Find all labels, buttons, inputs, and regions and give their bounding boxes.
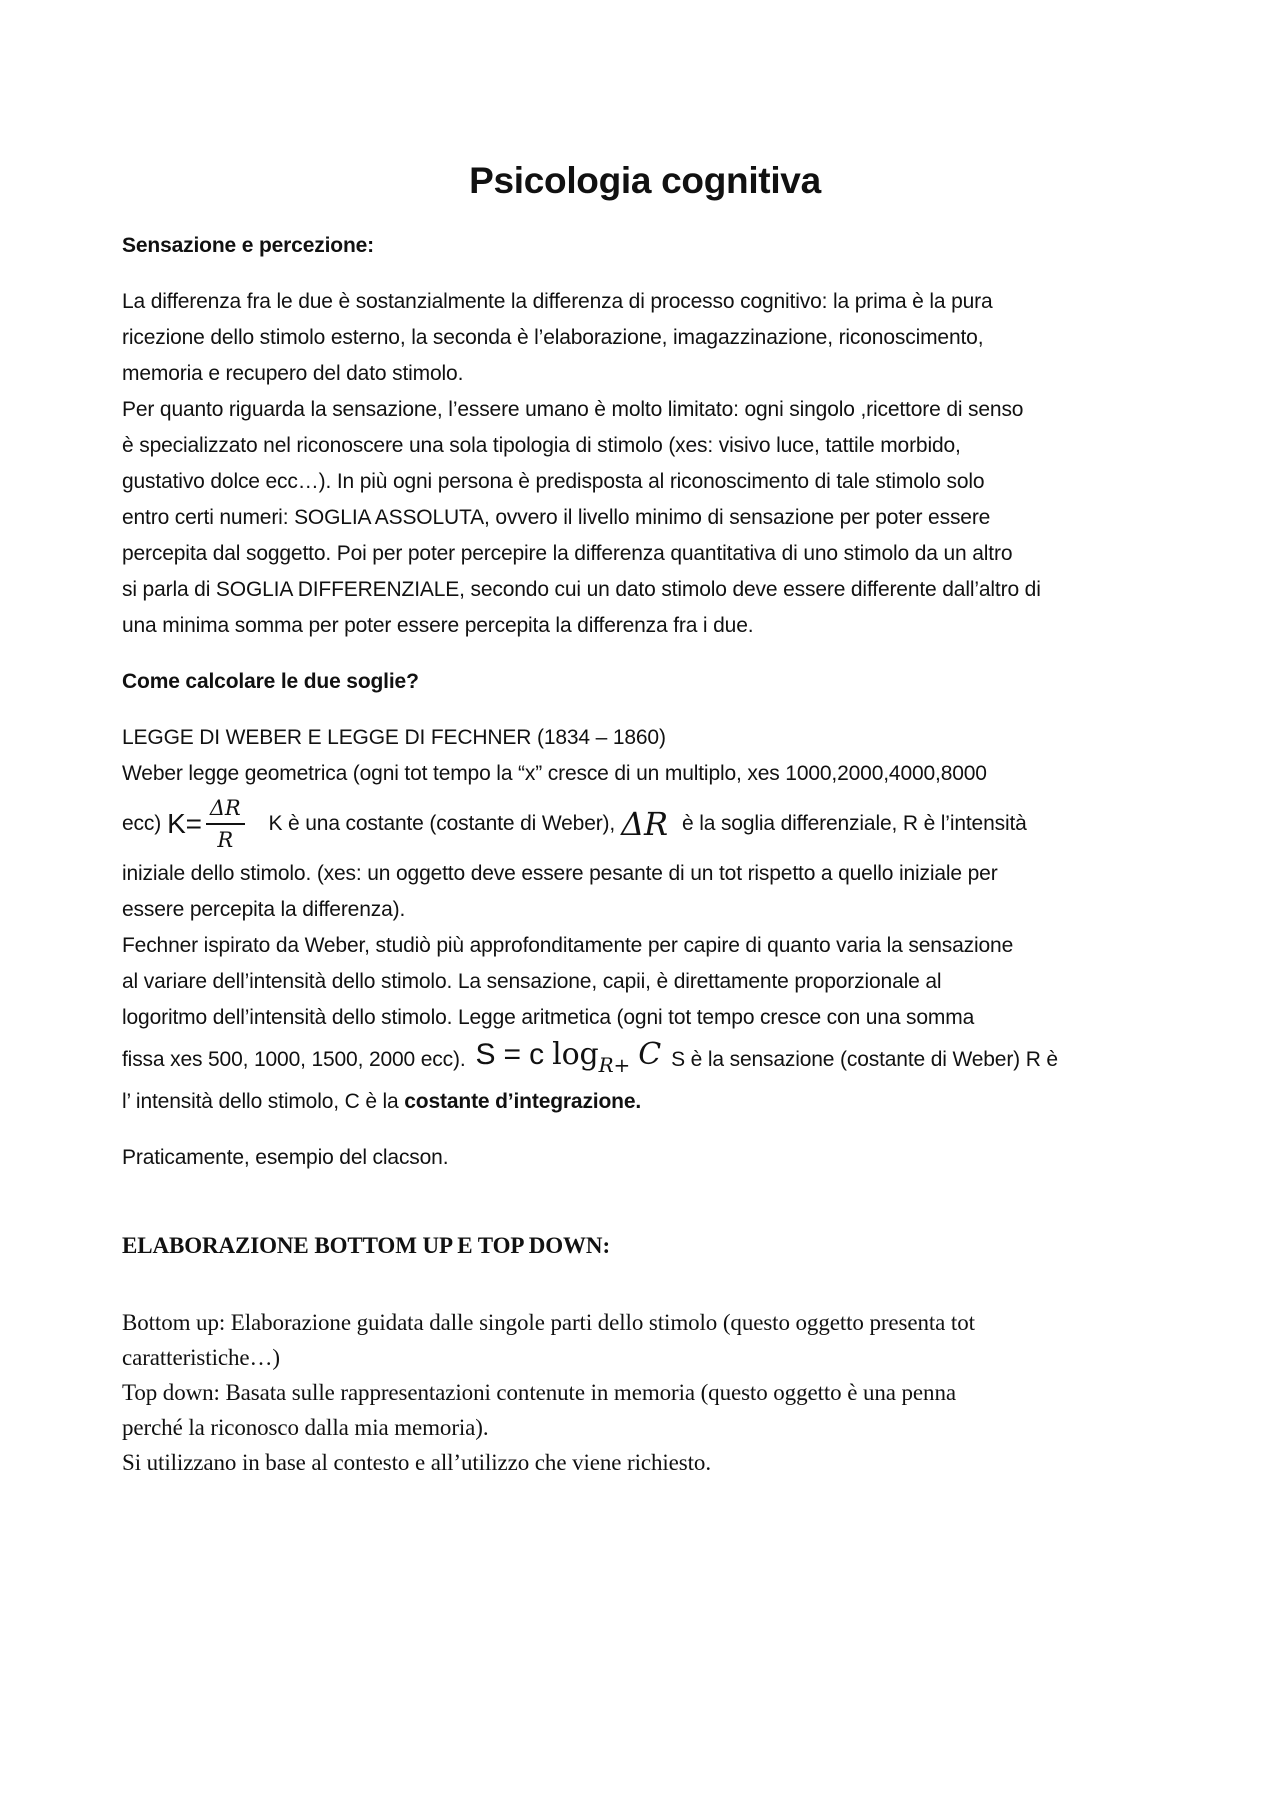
weber-k-equals: K=	[167, 808, 202, 839]
laws-title-line: LEGGE DI WEBER E LEGGE DI FECHNER (1834 – 1860)	[122, 726, 666, 749]
section-heading-sensazione: Sensazione e percezione:	[122, 234, 374, 257]
practical-example: Praticamente, esempio del clacson.	[122, 1146, 449, 1169]
text-line: iniziale dello stimolo. (xes: un oggetto deve essere pesante di un tot rispetto a quello iniziale per	[122, 862, 998, 885]
weber-fraction	[206, 795, 245, 853]
fechner-s-equals: S = c	[475, 1038, 544, 1071]
text-line: è specializzato nel riconoscere una sola tipologia di stimolo (xes: visivo luce, tattile morbido,	[122, 434, 961, 457]
text-line: La differenza fra le due è sostanzialmente la differenza di processo cognitivo: la prima è la pura	[122, 290, 993, 313]
text-line: si parla di SOGLIA DIFFERENZIALE, secondo cui un dato stimolo deve essere differente dall’altro di	[122, 578, 1041, 601]
paragraph-leggi	[122, 720, 1168, 1120]
page-title: Psicologia cognitiva	[469, 160, 821, 201]
text-line: una minima somma per poter essere percepita la differenza fra i due.	[122, 614, 754, 637]
weber-prefix: ecc)	[122, 812, 162, 835]
text-line: caratteristiche…)	[122, 1345, 280, 1370]
paragraph-sensazione	[122, 284, 1168, 644]
fechner-formula-line	[122, 1036, 1168, 1084]
text-line: Bottom up: Elaborazione guidata dalle singole parti dello stimolo (questo oggetto presenta tot	[122, 1310, 975, 1335]
fechner-formula-end-text: S è la sensazione (costante di Weber) R è	[671, 1048, 1058, 1071]
text-line: Top down: Basata sulle rappresentazioni contenute in memoria (questo oggetto è una penna	[122, 1380, 956, 1405]
delta-r-symbol: ΔR	[621, 805, 668, 843]
text-line: perché la riconosco dalla mia memoria).	[122, 1415, 489, 1440]
text-line: Per quanto riguarda la sensazione, l’essere umano è molto limitato: ogni singolo ,ricettore di senso	[122, 398, 1024, 421]
text-line: gustativo dolce ecc…). In più ogni persona è predisposta al riconoscimento di tale stimolo solo	[122, 470, 985, 493]
fechner-formula	[476, 1037, 662, 1083]
fraction-denominator: R	[217, 828, 233, 852]
text-line: memoria e recupero del dato stimolo.	[122, 362, 464, 385]
section-bottom-up-top-down	[122, 1228, 1168, 1480]
text-line: Si utilizzano in base al contesto e all’utilizzo che viene richiesto.	[122, 1450, 711, 1475]
document-content	[122, 150, 1168, 1480]
weber-formula-line	[122, 792, 1168, 856]
fechner-constant-c: C	[638, 1037, 662, 1072]
text-line: Fechner ispirato da Weber, studiò più approfonditamente per capire di quanto varia la sensazione	[122, 934, 1014, 957]
text-line: essere percepita la differenza).	[122, 898, 406, 921]
text-line: al variare dell’intensità dello stimolo. La sensazione, capii, è direttamente proporzionale al	[122, 970, 942, 993]
fechner-log: log	[552, 1037, 599, 1072]
text-line: logoritmo dell’intensità dello stimolo. Legge aritmetica (ogni tot tempo cresce con una somma	[122, 1006, 975, 1029]
fraction-numerator: ΔR	[206, 795, 245, 825]
weber-constant-text: K è una costante (costante di Weber),	[268, 812, 616, 835]
question-heading: Come calcolare le due soglie?	[122, 670, 419, 693]
fechner-last-text: l’ intensità dello stimolo, C è la	[122, 1090, 399, 1113]
fechner-prefix: fissa xes 500, 1000, 1500, 2000 ecc).	[122, 1048, 466, 1071]
text-line: ricezione dello stimolo esterno, la seconda è l’elaborazione, imagazzinazione, riconoscimento,	[122, 326, 984, 349]
fechner-subscript: R+	[598, 1053, 631, 1077]
weber-formula-end-text: è la soglia differenziale, R è l’intensità	[682, 812, 1027, 835]
integration-constant-bold: costante d’integrazione.	[404, 1090, 642, 1113]
fechner-last-line	[122, 1084, 1168, 1120]
text-line: percepita dal soggetto. Poi per poter percepire la differenza quantitativa di uno stimolo da un altro	[122, 542, 1013, 565]
text-line: entro certi numeri: SOGLIA ASSOLUTA, ovvero il livello minimo di sensazione per poter essere	[122, 506, 991, 529]
section-heading-elaborazione: ELABORAZIONE BOTTOM UP E TOP DOWN:	[122, 1233, 611, 1258]
weber-intro-line: Weber legge geometrica (ogni tot tempo la “x” cresce di un multiplo, xes 1000,2000,4000,8000	[122, 762, 987, 785]
